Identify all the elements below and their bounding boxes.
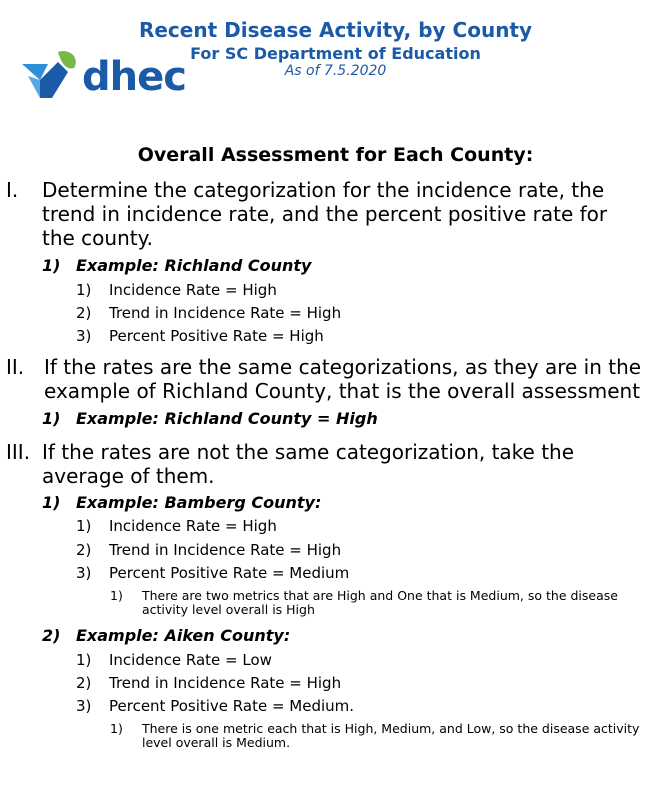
note-text: There is one metric each that is High, Medium, and Low, so the disease activity level overall is Medium.	[142, 721, 640, 750]
example-number: 1)	[42, 409, 61, 428]
logo-text: dhec	[82, 54, 186, 100]
dhec-logo	[18, 50, 186, 110]
section-numeral: II.	[6, 355, 25, 379]
section-text: If the rates are the same categorizations, as they are in the example of Richland County, that is the overall assessment	[44, 355, 642, 403]
document-title: Recent Disease Activity, by County	[138, 18, 533, 42]
example-title: Example: Richland County	[76, 256, 312, 275]
item-text: Trend in Incidence Rate = High	[109, 304, 342, 322]
section-heading: Overall Assessment for Each County:	[137, 144, 534, 166]
note-text: There are two metrics that are High and One that is Medium, so the disease activity level overall is High	[142, 588, 618, 617]
item-number: 3)	[76, 564, 92, 582]
section-text: If the rates are not the same categorization, take the average of them.	[42, 440, 575, 488]
section-text: Determine the categorization for the incidence rate, the trend in incidence rate, and the percent positive rate for the county.	[42, 178, 608, 250]
section-numeral: III.	[6, 440, 31, 464]
item-number: 2)	[76, 541, 92, 559]
item-number: 1)	[76, 281, 92, 299]
item-text: Percent Positive Rate = Medium	[109, 564, 350, 582]
item-text: Percent Positive Rate = High	[109, 327, 324, 345]
example-title: Example: Aiken County:	[76, 626, 291, 645]
document-subtitle: For SC Department of Education	[190, 44, 481, 63]
item-number: 1)	[76, 651, 92, 669]
item-number: 2)	[76, 304, 92, 322]
section-numeral: I.	[6, 178, 19, 202]
example-title: Example: Bamberg County:	[76, 493, 322, 512]
document-date: As of 7.5.2020	[284, 63, 387, 79]
item-number: 1)	[76, 517, 92, 535]
note-number: 1)	[110, 588, 123, 603]
item-text: Incidence Rate = Low	[109, 651, 272, 669]
item-text: Percent Positive Rate = Medium.	[109, 697, 355, 715]
item-text: Incidence Rate = High	[109, 517, 277, 535]
item-text: Trend in Incidence Rate = High	[109, 541, 342, 559]
note-number: 1)	[110, 721, 123, 736]
example-title: Example: Richland County = High	[76, 409, 378, 428]
example-number: 2)	[42, 626, 61, 645]
example-number: 1)	[42, 256, 61, 275]
item-text: Incidence Rate = High	[109, 281, 277, 299]
item-number: 3)	[76, 697, 92, 715]
item-number: 3)	[76, 327, 92, 345]
item-text: Trend in Incidence Rate = High	[109, 674, 342, 692]
logo-mark-icon	[18, 50, 80, 106]
item-number: 2)	[76, 674, 92, 692]
example-number: 1)	[42, 493, 61, 512]
